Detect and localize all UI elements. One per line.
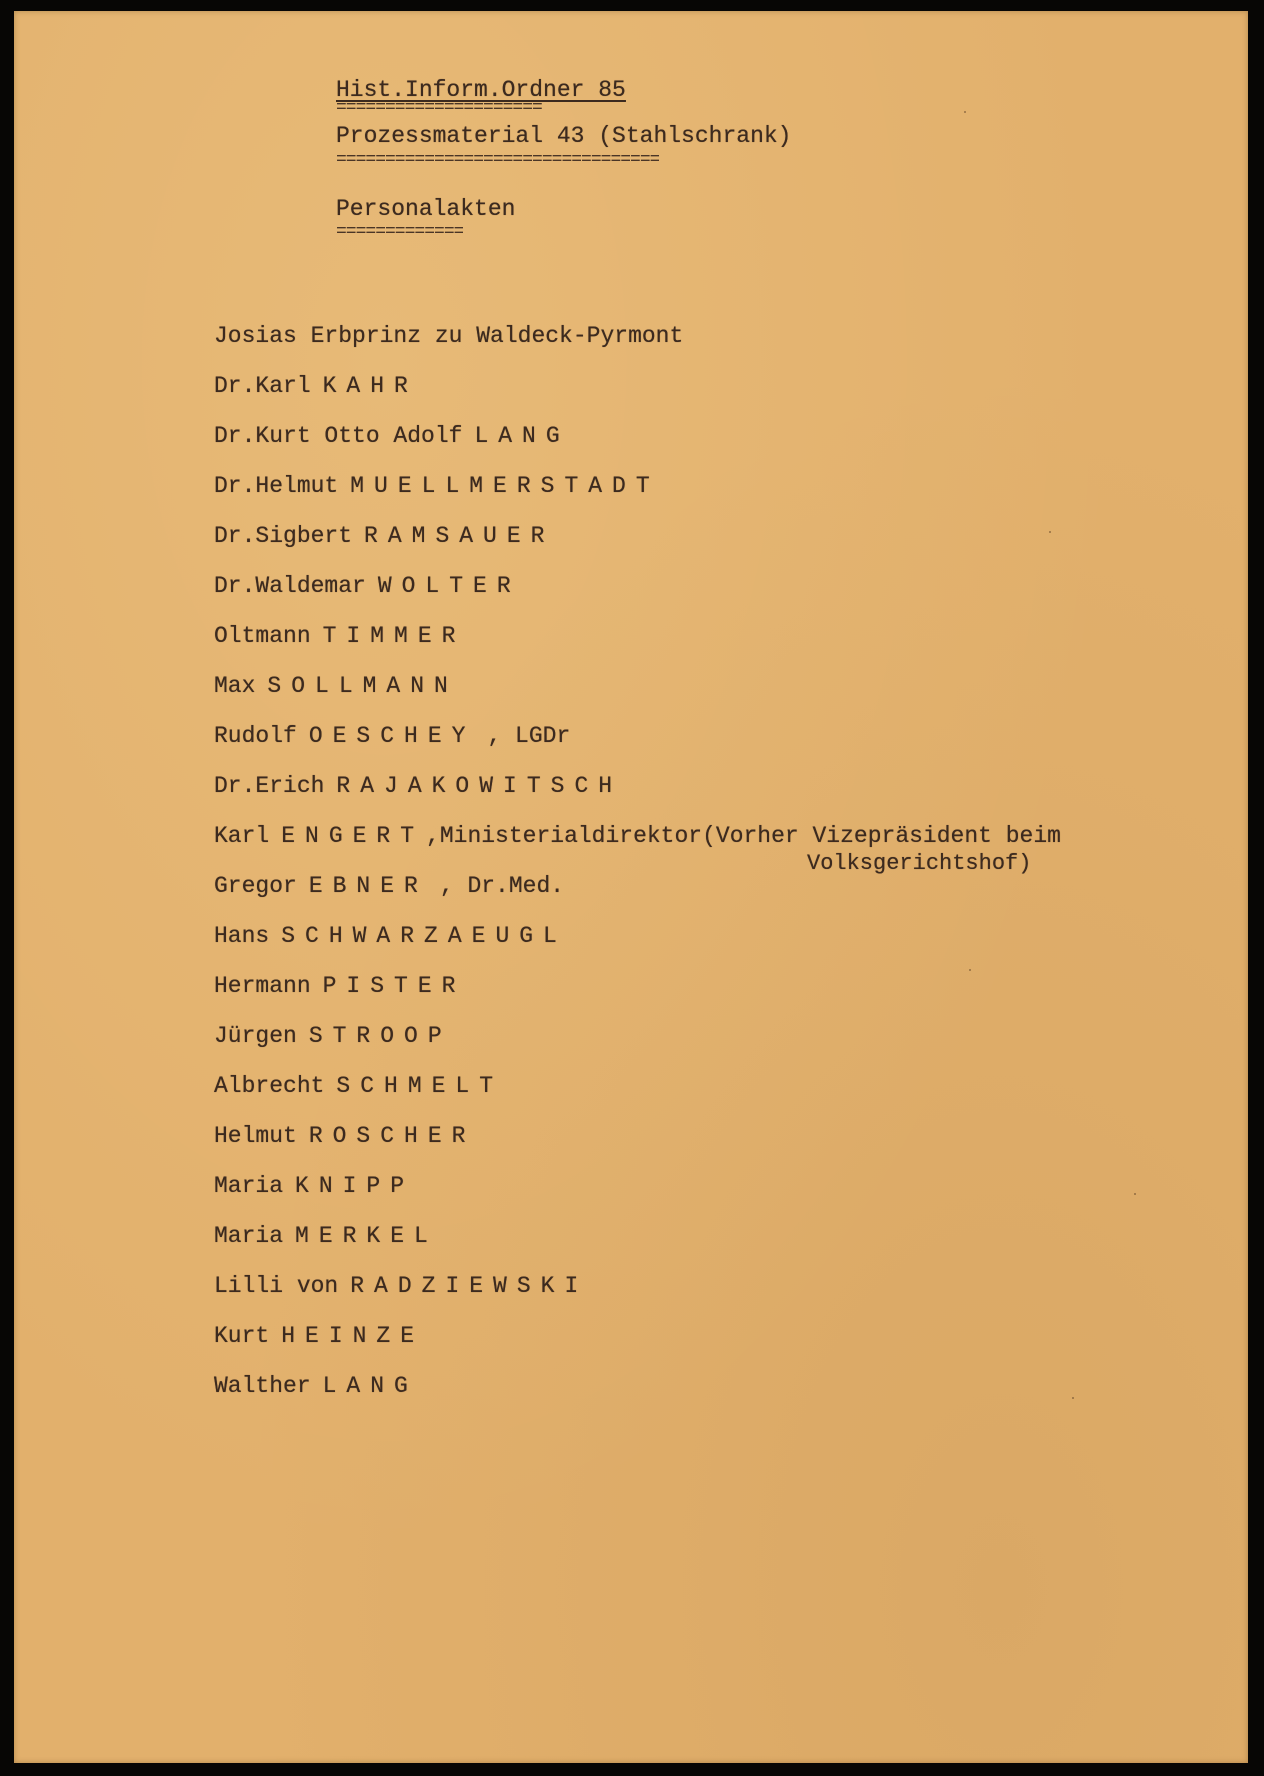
list-item [214,1373,418,1399]
list-item [214,573,521,599]
double-rule-3: ============= [336,225,464,239]
entry-given-name: Jürgen [214,1023,297,1049]
entry-surname: OESCHEY [308,723,476,749]
list-item [214,623,465,649]
entry-given-name: Max [214,673,256,699]
entry-given-name: Josias Erbprinz zu Waldeck-Pyrmont [214,323,684,349]
entry-given-name: Karl [214,823,270,849]
entry-given-name: Dr.Erich [214,773,325,799]
entry-given-name: Hans [214,923,270,949]
paper-speck [1049,531,1051,533]
entry-surname: SCHMELT [336,1073,504,1099]
entry-surname: ROSCHER [308,1123,476,1149]
entry-given-name: Rudolf [214,723,297,749]
entry-given-name: Gregor [214,873,297,899]
entry-given-name: Oltmann [214,623,311,649]
entry-surname: RAJAKOWITSCH [336,773,623,799]
entry-given-name: Hermann [214,973,311,999]
list-item [214,773,622,799]
list-item [214,873,564,899]
list-item [214,923,567,949]
entry-surname: RADZIEWSKI [350,1273,589,1299]
paper-speck [1134,1193,1136,1195]
engert-note-continuation: Volksgerichtshof) [807,851,1032,876]
folder-title: Hist.Inform.Ordner 85 [336,77,626,103]
entry-given-name: Lilli von [214,1273,339,1299]
entry-given-name: Dr.Sigbert [214,523,353,549]
entry-surname: MUELLMERSTADT [350,473,660,499]
entry-surname: KNIPP [295,1173,415,1199]
list-item [214,473,660,499]
list-item [214,523,554,549]
entry-surname: TIMMER [322,623,466,649]
list-item [214,973,465,999]
entry-surname: RAMSAUER [364,523,555,549]
entry-title: ,Ministerialdirektor(Vorher Vizepräsident beim [426,823,1061,849]
list-item [214,1223,438,1249]
list-item [214,323,683,349]
list-item [214,1073,503,1099]
list-item [214,1023,452,1049]
double-rule-1: ===================== [336,101,542,115]
entry-given-name: Kurt [214,1323,270,1349]
entry-given-name: Maria [214,1223,284,1249]
double-rule-2: ================================= [336,153,660,167]
entry-surname: SCHWARZAEUGL [281,923,567,949]
document-page [14,11,1248,1763]
entry-surname: WOLTER [377,573,521,599]
entry-surname: HEINZE [281,1323,425,1349]
entry-surname: LANG [474,423,570,449]
list-item [214,823,1061,849]
entry-given-name: Dr.Waldemar [214,573,366,599]
entry-given-name: Walther [214,1373,311,1399]
paper-speck [964,111,966,113]
entry-given-name: Dr.Helmut [214,473,339,499]
entry-surname: KAHR [322,373,418,399]
entry-surname: STROOP [308,1023,452,1049]
entry-surname: PISTER [322,973,466,999]
entry-given-name: Dr.Karl [214,373,311,399]
list-item [214,1273,588,1299]
paper-speck [1072,1397,1074,1399]
list-item [214,723,570,749]
list-item [214,1323,424,1349]
entry-surname: EBNER [308,873,428,899]
entry-given-name: Albrecht [214,1073,325,1099]
entry-given-name: Dr.Kurt Otto Adolf [214,423,463,449]
paper-speck [969,969,971,971]
entry-surname: MERKEL [295,1223,438,1249]
list-item [214,1123,475,1149]
material-title: Prozessmaterial 43 (Stahlschrank) [336,123,792,149]
entry-title: , LGDr [487,723,571,749]
entry-title: , Dr.Med. [439,873,565,899]
section-title: Personalakten [336,196,516,222]
entry-surname: ENGERT [281,823,425,849]
entry-surname: SOLLMANN [267,673,458,699]
list-item [214,1173,414,1199]
entry-given-name: Helmut [214,1123,297,1149]
entry-given-name: Maria [214,1173,284,1199]
list-item [214,373,418,399]
list-item [214,423,570,449]
list-item [214,673,458,699]
entry-surname: LANG [322,1373,418,1399]
